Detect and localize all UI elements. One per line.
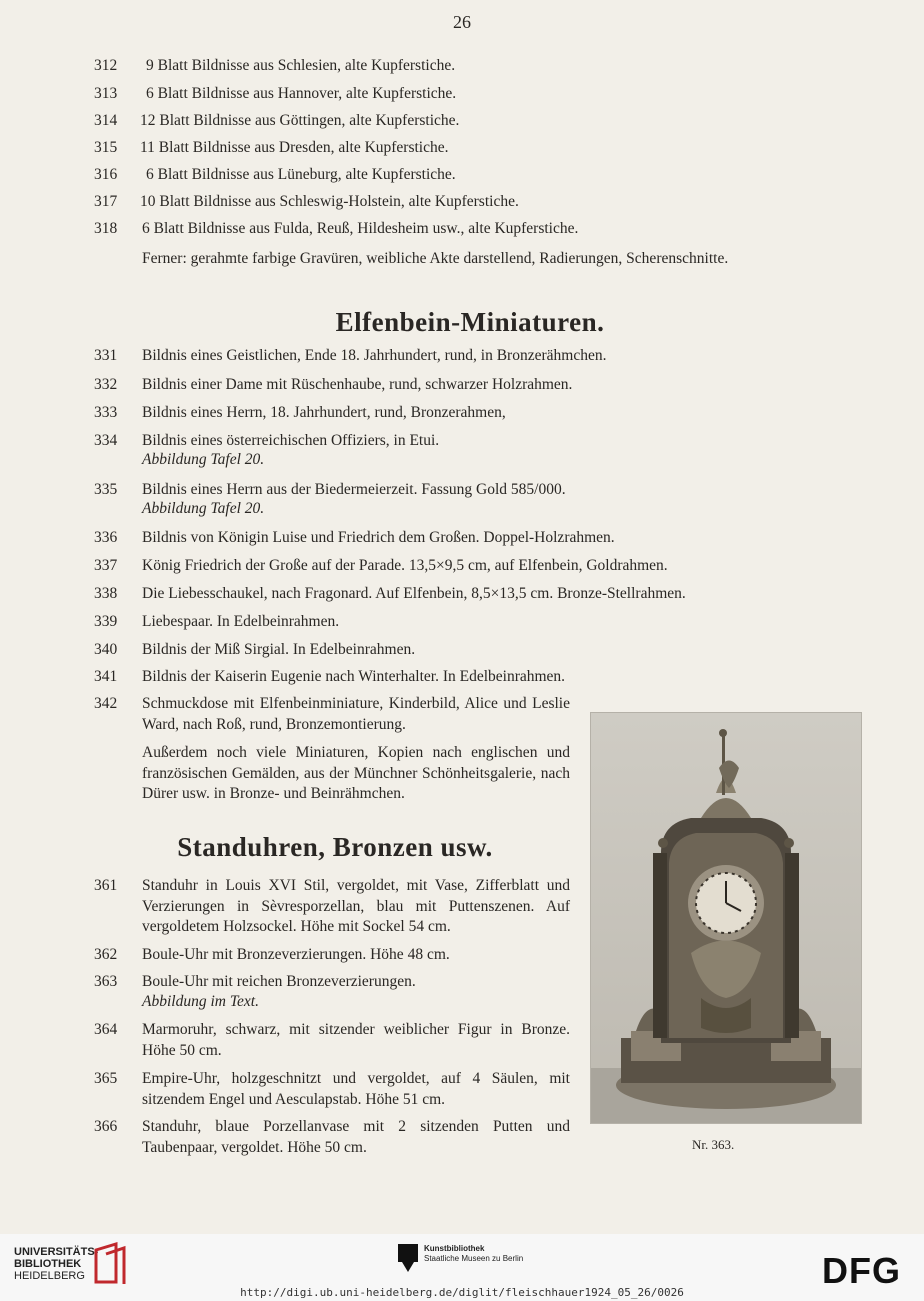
item-364-text: Marmoruhr, schwarz, mit sitzender weiblicher Figur in Bronze. Höhe 50 cm.: [142, 1021, 570, 1059]
dfg-logo: DFG: [822, 1250, 901, 1291]
figure-reference: Abbildung Tafel 20.: [142, 500, 265, 517]
figure-reference: Abbildung im Text.: [142, 993, 259, 1010]
item-366-text: Standuhr, blaue Porzellanvase mit 2 sitzenden Putten und Taubenpaar, vergoldet. Höhe 50 cm.: [142, 1118, 570, 1156]
footer-bar: [0, 1234, 924, 1301]
heading-elfenbein: Elfenbein-Miniaturen.: [335, 307, 605, 337]
heading-standuhren: Standuhren, Bronzen usw.: [177, 832, 493, 862]
ausserdem-note: Außerdem noch viele Miniaturen, Kopien nach englischen und französischen Gemälden, aus der Münchner Schönheitsgalerie, nach Dürer usw. in Bronze- und Beinrähmchen.: [142, 744, 570, 802]
item-365-text: Empire-Uhr, holzgeschnitzt und vergoldet, auf 4 Säulen, mit sitzendem Engel und Aesculapstab. Höhe 51 cm.: [142, 1070, 570, 1108]
university-library-logo: UNIVERSITÄTS- BIBLIOTHEK HEIDELBERG: [14, 1246, 99, 1282]
figure-reference: Abbildung Tafel 20.: [142, 451, 265, 468]
kunstbibliothek-logo-icon: [398, 1244, 418, 1272]
kunstbibliothek-label: Kunstbibliothek Staatliche Museen zu Berlin: [424, 1244, 524, 1263]
item-361-text: Standuhr in Louis XVI Stil, vergoldet, mit Vase, Zifferblatt und Verzierungen in Sèvresporzellan, blau mit Puttenszenen. Auf vergoldetem Holzsockel. Höhe mit Sockel 54 cm.: [142, 877, 570, 935]
source-url[interactable]: http://digi.ub.uni-heidelberg.de/diglit/fleischhauer1924_05_26/0026: [240, 1286, 684, 1299]
ferner-note: Ferner: gerahmte farbige Gravüren, weibliche Akte darstellend, Radierungen, Scherenschnitte.: [142, 250, 729, 267]
catalog-page: 26 312 9 Blatt Bildnisse aus Schlesien, alte Kupferstiche. 313 6 Blatt Bildnisse aus Hannover, alte Kupferstiche. 314 12 Blatt Bildnisse aus Göttingen, alte Kupferstiche. 315 11 Blatt Bildnisse aus Dresden, alte Kupferstiche. 316 6 Blatt Bildnisse aus Lüneburg, alte Kupferstiche. 317 10 Blatt Bildnisse aus Schleswig-Holstein, alte Kupferstiche. 318 6 Blatt Bildnisse aus Fulda, Reuß, Hildesheim usw., alte Kupferstiche. Ferner: gerahmte farbige Gravüren, weibliche Akte darstellend, Radierungen, Scherenschnitte. Elfenbein-Miniaturen. 331 Bildnis eines Geistlichen, Ende 18. Jahrhundert, rund, in Bronzerähmchen. 332 Bildnis einer Dame mit Rüschenhaube, rund, schwarzer Holzrahmen. 333 Bildnis eines Herrn, 18. Jahrhundert, rund, Bronzerahmen, 334 Bildnis eines österreichischen Offiziers, in Etui. Abbildung Tafel 20. 335 Bildnis eines Herrn aus der Biedermeierzeit. Fassung Gold 585/000. Abbildung Tafel 20. 336 Bildnis von Königin Luise und Friedrich dem Großen. Doppel-Holzrahmen. 337 König Friedrich der Große auf der Parade. 13,5×9,5 cm, auf Elfenbein, Goldrahmen. 338 Die Liebesschaukel, nach Fragonard. Auf Elfenbein, 8,5×13,5 cm. Bronze-Stellrahmen. 339 Liebespaar. In Edelbeinrahmen. 340 Bildnis der Miß Sirgial. In Edelbeinrahmen. 341 Bildnis der Kaiserin Eugenie nach Winterhalter. In Edelbeinrahmen. 342 Schmuckdose mit Elfenbeinminiature, Kinderbild, Alice und Leslie Ward, nach Roß, rund, Bronzemontierung. Außerdem noch viele Miniaturen, Kopien nach englischen und französischen Gemälden, aus der Münchner Schönheitsgalerie, nach Dürer usw. in Bronze- und Beinrähmchen. Standuhren, Bronzen usw. 361 Standuhr in Louis XVI Stil, vergoldet, mit Vase, Zifferblatt und Verzierungen in Sèvresporzellan, blau mit Puttenszenen. Auf vergoldetem Holzsockel. Höhe mit Sockel 54 cm. 362 Boule-Uhr mit Bronzeverzierungen. Höhe 48 cm. 363 Boule-Uhr mit reichen Bronzeverzierungen. Abbildung im Text. 364 Marmoruhr, schwarz, mit sitzender weiblicher Figur in Bronze. Höhe 50 cm. 365 Empire-Uhr, holzgeschnitzt und vergoldet, auf 4 Säulen, mit sitzendem Engel und Aesculapstab. Höhe 51 cm. 366 Standuhr, blaue Porzellanvase mit 2 sitzenden Putten und Taubenpaar, vergoldet. Höhe 50 cm. Nr. 363.: [0, 0, 924, 1234]
heidelberg-emblem-icon: [92, 1242, 128, 1286]
photo-caption: Nr. 363.: [692, 1137, 735, 1152]
item-342-text: Schmuckdose mit Elfenbeinminiature, Kinderbild, Alice und Leslie Ward, nach Roß, rund, Bronzemontierung.: [142, 695, 570, 733]
clock-photograph: [590, 712, 862, 1124]
page-number: 26: [453, 12, 471, 32]
